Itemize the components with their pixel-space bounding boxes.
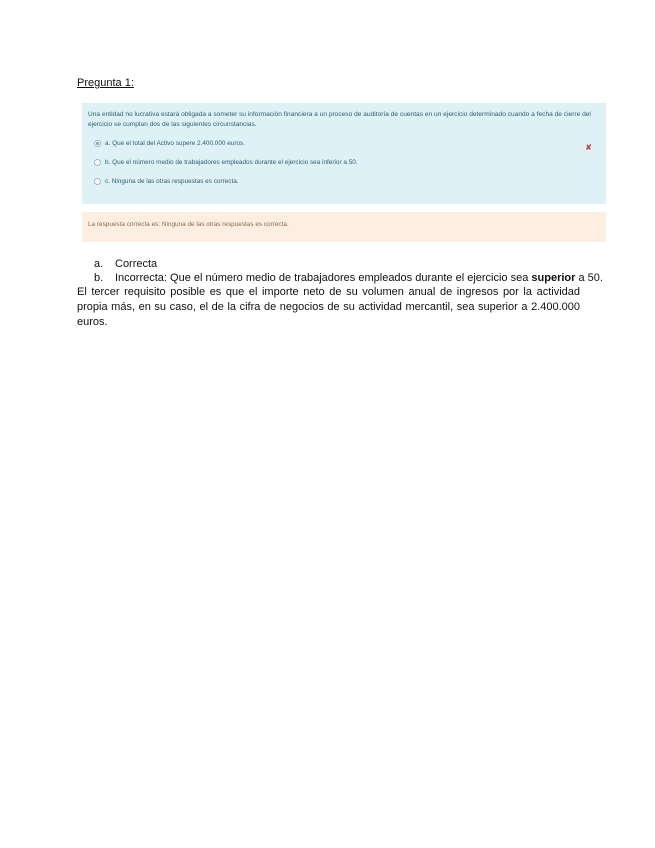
feedback-text: La respuesta correcta es: Ninguna de las otras respuestas es correcta. bbox=[88, 221, 289, 228]
answer-list bbox=[77, 258, 613, 285]
radio-icon[interactable] bbox=[94, 178, 101, 185]
answer-b-text bbox=[115, 272, 603, 286]
incorrect-cross-icon: ✘ bbox=[585, 143, 592, 152]
radio-icon[interactable] bbox=[94, 159, 101, 166]
list-marker: b. bbox=[94, 271, 104, 284]
answer-b-bold: superior bbox=[531, 271, 576, 284]
list-item bbox=[94, 258, 613, 272]
option-b[interactable] bbox=[94, 157, 600, 167]
list-item bbox=[94, 272, 613, 286]
explanation-paragraph: El tercer requisito posible es que el importe neto de su volumen anual de ingresos por la actividad propia más, en su caso, el de la cifra de negocios de su actividad mercantil, sea superior a 2.400.000 euros. bbox=[77, 286, 580, 328]
option-c[interactable] bbox=[94, 176, 600, 186]
feedback-box bbox=[82, 212, 606, 242]
answer-a-text: Correcta bbox=[115, 258, 158, 270]
option-c-label: c. Ninguna de las otras respuestas es correcta. bbox=[105, 177, 239, 185]
quiz-question-text: Una entidad no lucrativa estará obligada a someter su información financiera a un proceso de auditoría de cuentas en un ejercicio determinado cuando a fecha de cierre del ejercicio se cumplan dos de las siguientes circunstancias. bbox=[88, 111, 591, 128]
answer-b-text-before: Incorrecta: Que el número medio de trabajadores empleados durante el ejercicio sea bbox=[115, 271, 532, 284]
option-b-label: b. Que el número medio de trabajadores empleados durante el ejercicio sea inferior a 50. bbox=[105, 158, 358, 166]
answer-b-text-after: a 50. bbox=[575, 271, 603, 284]
option-a[interactable] bbox=[94, 138, 600, 148]
radio-selected-icon[interactable] bbox=[94, 140, 101, 147]
document-page bbox=[77, 76, 613, 330]
quiz-screenshot bbox=[82, 103, 606, 204]
option-a-label: a. Que el total del Activo supere 2.400.000 euros. bbox=[105, 139, 245, 147]
question-heading: Pregunta 1: bbox=[77, 77, 134, 89]
list-marker: a. bbox=[94, 258, 104, 270]
